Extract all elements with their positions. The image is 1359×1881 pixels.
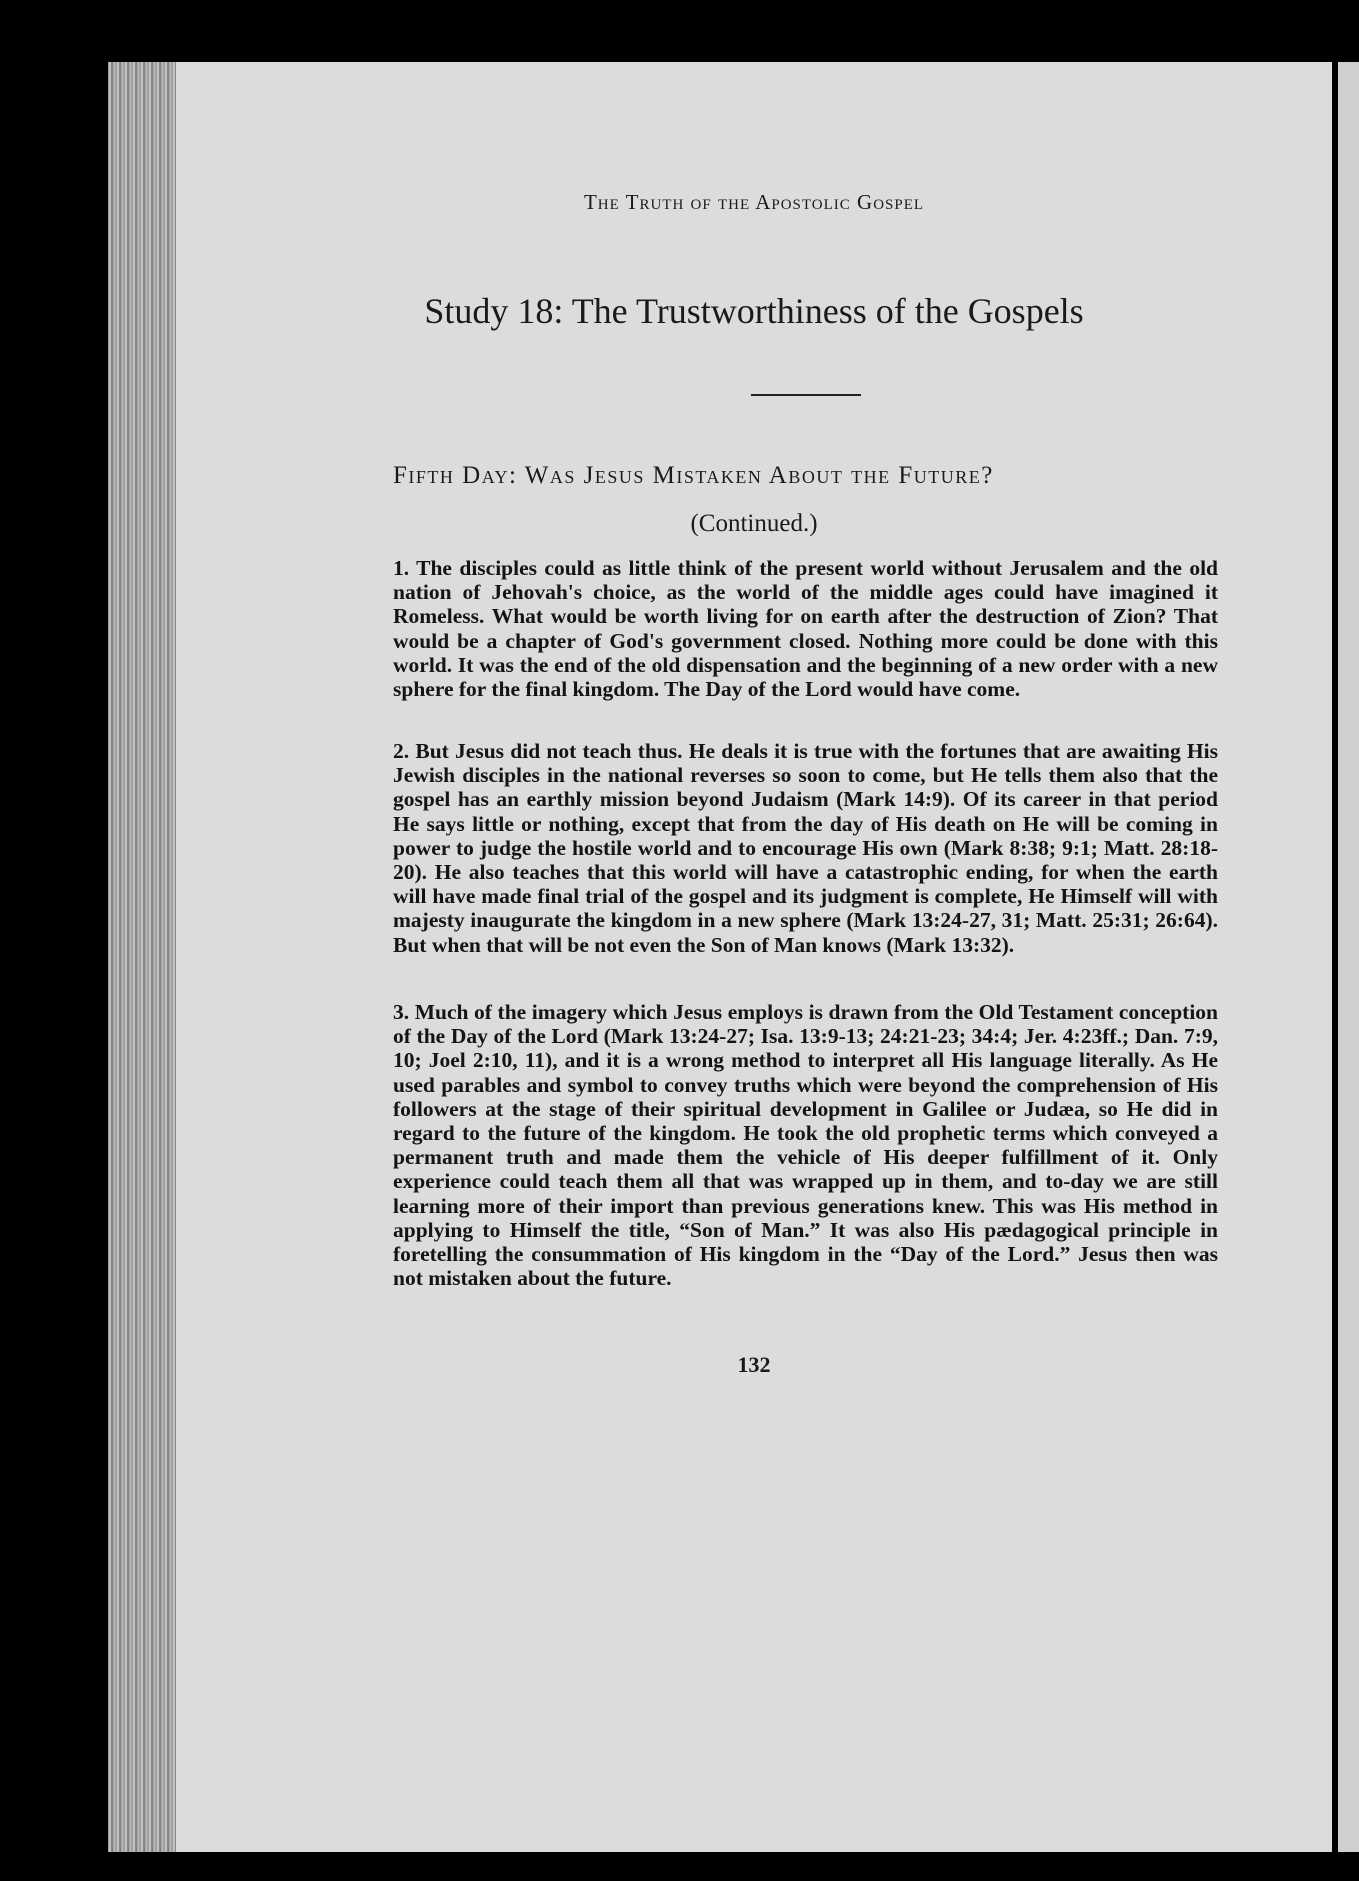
title-rule: [751, 394, 861, 396]
page-number: 132: [737, 1352, 771, 1377]
running-head: The Truth of the Apostolic Gospel: [583, 190, 925, 214]
section-heading: Fifth Day: Was Jesus Mistaken About the Future?: [393, 462, 994, 489]
paragraph-2: 2. But Jesus did not teach thus. He deals it is true with the fortunes that are awaiting His Jewish disciples in the national reverses so soon to come, but He tells them also that the gospel has an earthly mission beyond Judaism (Mark 14:9). Of its career in that period He says little or nothing, except that from the day of His death on He will be coming in power to judge the hostile world and to encourage His own (Mark 8:38; 9:1; Matt. 28:18-20). He also teaches that this world will have a catastrophic ending, for when the earth will have made final trial of the gospel and its judgment is complete, He Himself will with majesty inaugurate the kingdom in a new sphere (Mark 13:24-27, 31; Matt. 25:31; 26:64). But when that will be not even the Son of Man knows (Mark 13:32).: [393, 739, 1218, 957]
paragraph-1: 1. The disciples could as little think of the present world without Jerusalem and the old nation of Jehovah's choice, as the world of the middle ages could have imagined it Romeless. What would be worth living for on earth after the destruction of Zion? That would be a chapter of God's government closed. Nothing more could be done with this world. It was the end of the old dispensation and the beginning of a new order with a new sphere for the final kingdom. The Day of the Lord would have come.: [393, 556, 1218, 702]
book-page: [176, 62, 1332, 1852]
paragraph-3: 3. Much of the imagery which Jesus employs is drawn from the Old Testament conception of the Day of the Lord (Mark 13:24-27; Isa. 13:9-13; 24:21-23; 34:4; Jer. 4:23ff.; Dan. 7:9, 10; Joel 2:10, 11), and it is a wrong method to interpret all His language literally. As He used parables and symbol to convey truths which were beyond the comprehension of His followers at the stage of their spiritual development in Galilee or Judæa, so He did in regard to the future of the kingdom. He took the old prophetic terms which conveyed a permanent truth and made them the vehicle of His deeper fulfillment of it. Only experience could teach them all that was wrapped up in them, and to-day we are still learning more of their import than previous generations knew. This was His method in applying to Himself the title, “Son of Man.” It was also His pædagogical principle in foretelling the consummation of His kingdom in the “Day of the Lord.” Jesus then was not mistaken about the future.: [393, 1000, 1218, 1291]
section-subheading: (Continued.): [690, 510, 818, 537]
next-page-edge: [1338, 62, 1359, 1852]
study-title: Study 18: The Trustworthiness of the Gospels: [424, 291, 1084, 331]
